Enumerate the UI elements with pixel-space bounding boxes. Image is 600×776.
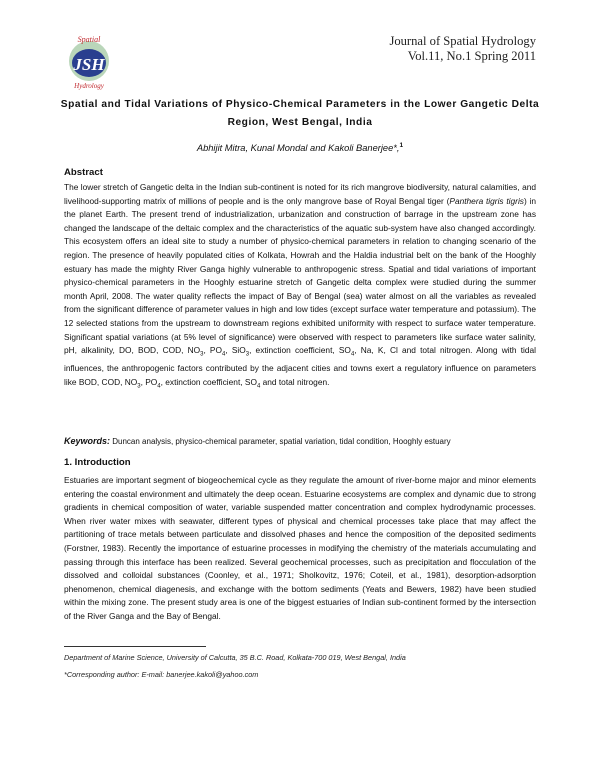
- logo-emblem-icon: [58, 30, 120, 92]
- paper-title: Spatial and Tidal Variations of Physico-Chemical Parameters in the Lower Gangetic Delta Region, West Bengal, India: [60, 99, 540, 128]
- journal-volume: Vol.11, No.1 Spring 2011: [407, 49, 536, 63]
- introduction-heading: 1. Introduction: [64, 457, 131, 468]
- abstract-heading: Abstract: [64, 167, 103, 178]
- keywords-text: Duncan analysis, physico-chemical parameter, spatial variation, tidal condition, Hooghly estuary: [112, 437, 451, 446]
- author-affiliation-marker: 1: [399, 142, 404, 149]
- footnote-divider: [64, 646, 206, 647]
- logo-bottom-text: Hydrology: [74, 82, 104, 90]
- corresponding-author-footnote: *Corresponding author: E-mail: banerjee.kakoli@yahoo.com: [64, 670, 259, 679]
- journal-logo: [58, 30, 120, 92]
- abstract-body: The lower stretch of Gangetic delta in the Indian sub-continent is noted for its rich mangrove biodiversity, natural calamities, and livelihood-supporting matrix of millions of people and is the only mangrove base of Royal Bengal tiger (Panthera tigris tigris) in the planet Earth. The present trend of industrialization, urbanization and construction of barrage in the upstream zone has changed the landscape of the deltaic complex and the characteristics of the aquatic sub-system have also changed accordingly. This ecosystem offers an ideal site to study a number of physico-chemical parameters in relation to changing scenario of the region. The presence of heavily populated cities of Kolkata, Howrah and the Haldia industrial belt on the bank of the Hooghly estuary has made the mighty River Ganga highly vulnerable to anthropogenic stress. Spatial and tidal variations of important physico-chemical parameters in the Hooghly estuarine stretch of Gangetic delta complex were studied during the summer month April, 2008. The water quality reflects the impact of Bay of Bengal (sea) water almost on all the variables as revealed from the significant difference of parameter values in high and low tides (except surface water temperature and potassium). The 12 selected stations from the upstream to downstream regions exhibited uniformity with respect to surface water temperature. Significant spatial variations (at 5% level of significance) were observed with respect to parameters like surface water salinity, pH, alkalinity, DO, BOD, COD, $NO_3$, $PO_4$, SiO$_3$, extinction coefficient, $SO_4$, Na, K, Cl and total nitrogen. Along with tidal influences, the anthropogenic factors contributed by the adjacent cities and towns exert a regulatory influence on parameters like BOD, COD, $NO_3$, $PO_4$, extinction coefficient, $SO_4$ and total nitrogen.: [64, 182, 537, 390]
- affiliation-footnote: Department of Marine Science, University of Calcutta, 35 B.C. Road, Kolkata-700 019, West Bengal, India: [64, 653, 406, 662]
- introduction-body: Estuaries are important segment of biogeochemical cycle as they regulate the amount of river-borne major and minor elements entering the coastal environment and ultimately the deep ocean. Estuarine ecosystems are complex and dynamic due to strong gradients in chemical composition of water, variable suspended matter concentration and complex hydrodynamic processes. When river water mixes with seawater, different types of physical and chemical processes take place that may affect the partitioning of trace metals between particulate and dissolved phases and hence the composition of the deposited sediments (Forstner, 1983). Recently the importance of estuarine processes in modifying the chemistry of the materials accumulating and passing through this interface has been realized. Several geochemical processes, such as precipitation and flocculation of the dissolved and colloidal substances (Coonley, et al., 1971; Sholkovitz, 1976; Coteil, et al., 1981), desorption-adsorption phenomenon, chemical diagenesis, and exchange with the bottom sediments (Yeats and Bewers, 1982) have been studied within the mixing zone. The present study area is one of the biggest estuaries of Indian sub-continent formed by the intersection of the River Ganga and the Bay of Bengal.: [64, 475, 536, 621]
- species-name: Panthera tigris tigris: [449, 195, 524, 206]
- keywords-label: Keywords:: [64, 436, 111, 446]
- logo-initials: JSH: [73, 55, 105, 74]
- logo-top-text: Spatial: [77, 35, 101, 44]
- author-line: [60, 142, 540, 153]
- journal-name: Journal of Spatial Hydrology: [389, 34, 536, 48]
- journal-header: [389, 34, 536, 64]
- author-names: Abhijit Mitra, Kunal Mondal and Kakoli Banerjee*,: [196, 143, 400, 154]
- keywords: [64, 436, 544, 446]
